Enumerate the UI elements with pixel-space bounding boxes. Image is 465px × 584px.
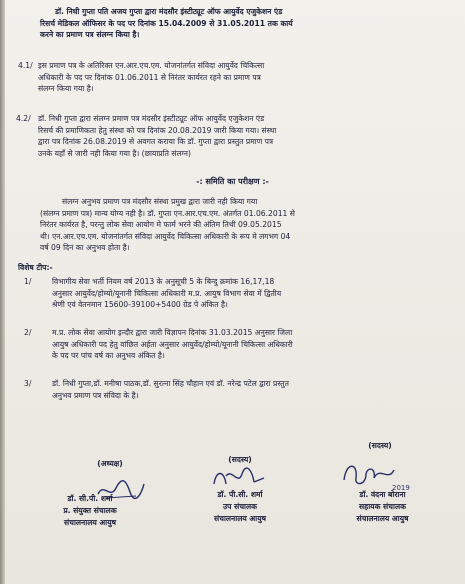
top-paragraph	[0, 6, 465, 41]
signatory-3-designation: सहायक संचालक	[359, 502, 406, 511]
committee-heading: -: समिति का परीक्षण :-	[196, 177, 269, 186]
special-note-item-3	[0, 378, 465, 401]
item-4-2-line-3: द्वारा पत्र दिनांक 26.08.2019 से अवगत कराया कि डॉ. गुप्ता द्वारा प्रस्तुत प्रमाण पत्र	[38, 137, 274, 147]
top-line-3: करने का प्रमाण पत्र संलग्न किया है।	[40, 30, 140, 40]
note-2-line-3: के पद पर पांच वर्ष का अनुभव अंकित है।	[52, 351, 165, 361]
note-2-number: 2/	[24, 328, 32, 337]
item-4-1	[0, 60, 465, 95]
exam-line-4: थी। एन.आर.एच.एम. योजनांतर्गत संविदा आयुर्वेद चिकित्सा अधिकारी के रूप मे लगभग 04	[40, 231, 291, 241]
signatory-3-role: (सदस्य)	[368, 441, 392, 450]
signatory-1-name: डॉ. सी.पी. शर्मा	[67, 494, 113, 503]
exam-line-1: संलग्न अनुभव प्रमाण पत्र मंदसौर संस्था प्रमुख द्वारा जारी नही किया गया	[62, 197, 258, 206]
signatory-3-office: संचालनालय आयुष	[356, 514, 409, 523]
item-4-2-line-4: उनके यहाँ से जारी नही किया गया है। (छायाप्रति संलग्न)	[38, 148, 191, 158]
special-note-item-2	[0, 327, 465, 362]
note-1-number: 1/	[24, 277, 32, 286]
exam-line-5: वर्ष 09 दिन का अनुभव होता है।	[40, 243, 130, 253]
note-2-line-2: आयुष अधिकारी पद हेतु वांछित अर्हता अनुसार आयुर्वेद/होम्यो/यूनानी चिकित्सा अधिकारी	[52, 339, 293, 349]
item-4-1-line-2: अधिकारी के पद पर दिनांक 01.06.2011 से निरंतर कार्यरत रहने का प्रमाण पत्र	[38, 72, 261, 82]
signatory-2-designation: उप संचालक	[222, 502, 258, 511]
signatory-1-office: संचालनालय आयुष	[63, 518, 116, 527]
special-note-item-1	[0, 276, 465, 311]
note-3-line-1: डॉ. निधी गुप्ता,डॉ. मनीषा पाठक,डॉ. सुरत्ना सिंह चौहान एवं डॉ. नरेन्द्र पटेल द्वारा प्रस्तुत	[52, 379, 289, 388]
note-3-line-2: अनुभव प्रमाण पत्र संविदा के है।	[52, 390, 139, 400]
top-line-1: डॉ. निधी गुप्ता पति अजय गुप्ता द्वारा मंदसौर इंस्टीट्यूट ऑफ आयुर्वेद एजुकेशन एंड	[55, 7, 283, 16]
exam-paragraph	[0, 196, 465, 254]
exam-line-2: (संलग्न प्रमाण पत्र) मान्य योग्य नही है। डॉ. गुप्ता एन.आर.एच.एम. अंतर्गत 01.06.2011 से	[40, 208, 295, 218]
signatory-1-role: (अध्यक्ष)	[97, 459, 123, 468]
item-4-2-number: 4.2/	[16, 114, 31, 123]
note-1-line-2: अनुसार आयुर्वेद/होम्यो/यूनानी चिकित्सा अधिकारी म.प्र. आयुष विभाग सेवा में द्वितीय	[52, 288, 282, 298]
signatory-3-name: डॉ. वंदना बोराना	[359, 490, 406, 499]
exam-line-3: निरंतर कार्यरत है, परन्तु लोक सेवा आयोग मे फार्म भरने की अंतिम तिथी 09.05.2015	[40, 220, 282, 230]
signatory-2-role: (सदस्य)	[228, 455, 252, 464]
note-1-line-1: विभागीय सेवा भर्ती नियम वर्ष 2013 के अनुसूची 5 के बिन्दु क्रमांक 16,17,18	[52, 277, 275, 286]
item-4-1-number: 4.1/	[18, 61, 33, 70]
note-3-number: 3/	[24, 379, 32, 388]
item-4-2	[0, 113, 465, 159]
signatory-2-name: डॉ. पी.सी. शर्मा	[217, 490, 263, 499]
signatory-1-designation: प्र. संयुक्त संचालक	[63, 506, 117, 515]
item-4-2-line-1: डॉ. निधी गुप्ता द्वारा संलग्न प्रमाण पत्र मंदसौर इंस्टीट्यूट ऑफ आयुर्वेद एजुकेशन एंड	[38, 114, 265, 123]
signature-2-handwriting	[210, 466, 266, 490]
svg-text:2019: 2019	[392, 484, 410, 492]
signature-3-handwriting	[340, 456, 414, 492]
item-4-1-line-1: इस प्रमाण पत्र के अतिरिक्त एन.आर.एच.एम. योजनांतर्गत संविदा आयुर्वेद चिकित्सा	[38, 61, 265, 70]
note-2-line-1: म.प्र. लोक सेवा आयोग इन्दौर द्वारा जारी विज्ञापन दिनांक 31.03.2015 अनुसार जिला	[52, 328, 293, 337]
special-note-heading: विशेष टीप:-	[18, 263, 53, 272]
item-4-2-line-2: रिसर्च की प्रमाणिकता हेतु संस्था को पत्र दिनांक 20.08.2019 जारी किया गया। संस्था	[38, 125, 277, 135]
item-4-1-line-3: संलग्न किया गया है।	[38, 84, 94, 94]
top-line-2: रिसर्च मेडिकल ऑफिसर के पद पर दिनांक 15.04.2009 से 31.05.2011 तक कार्य	[40, 18, 293, 28]
signatory-2-office: संचालनालय आयुष	[213, 514, 266, 523]
note-1-line-3: श्रेणी एवं वेतनमान 15600-39100+5400 ग्रेड पे अंकित है।	[52, 300, 228, 310]
